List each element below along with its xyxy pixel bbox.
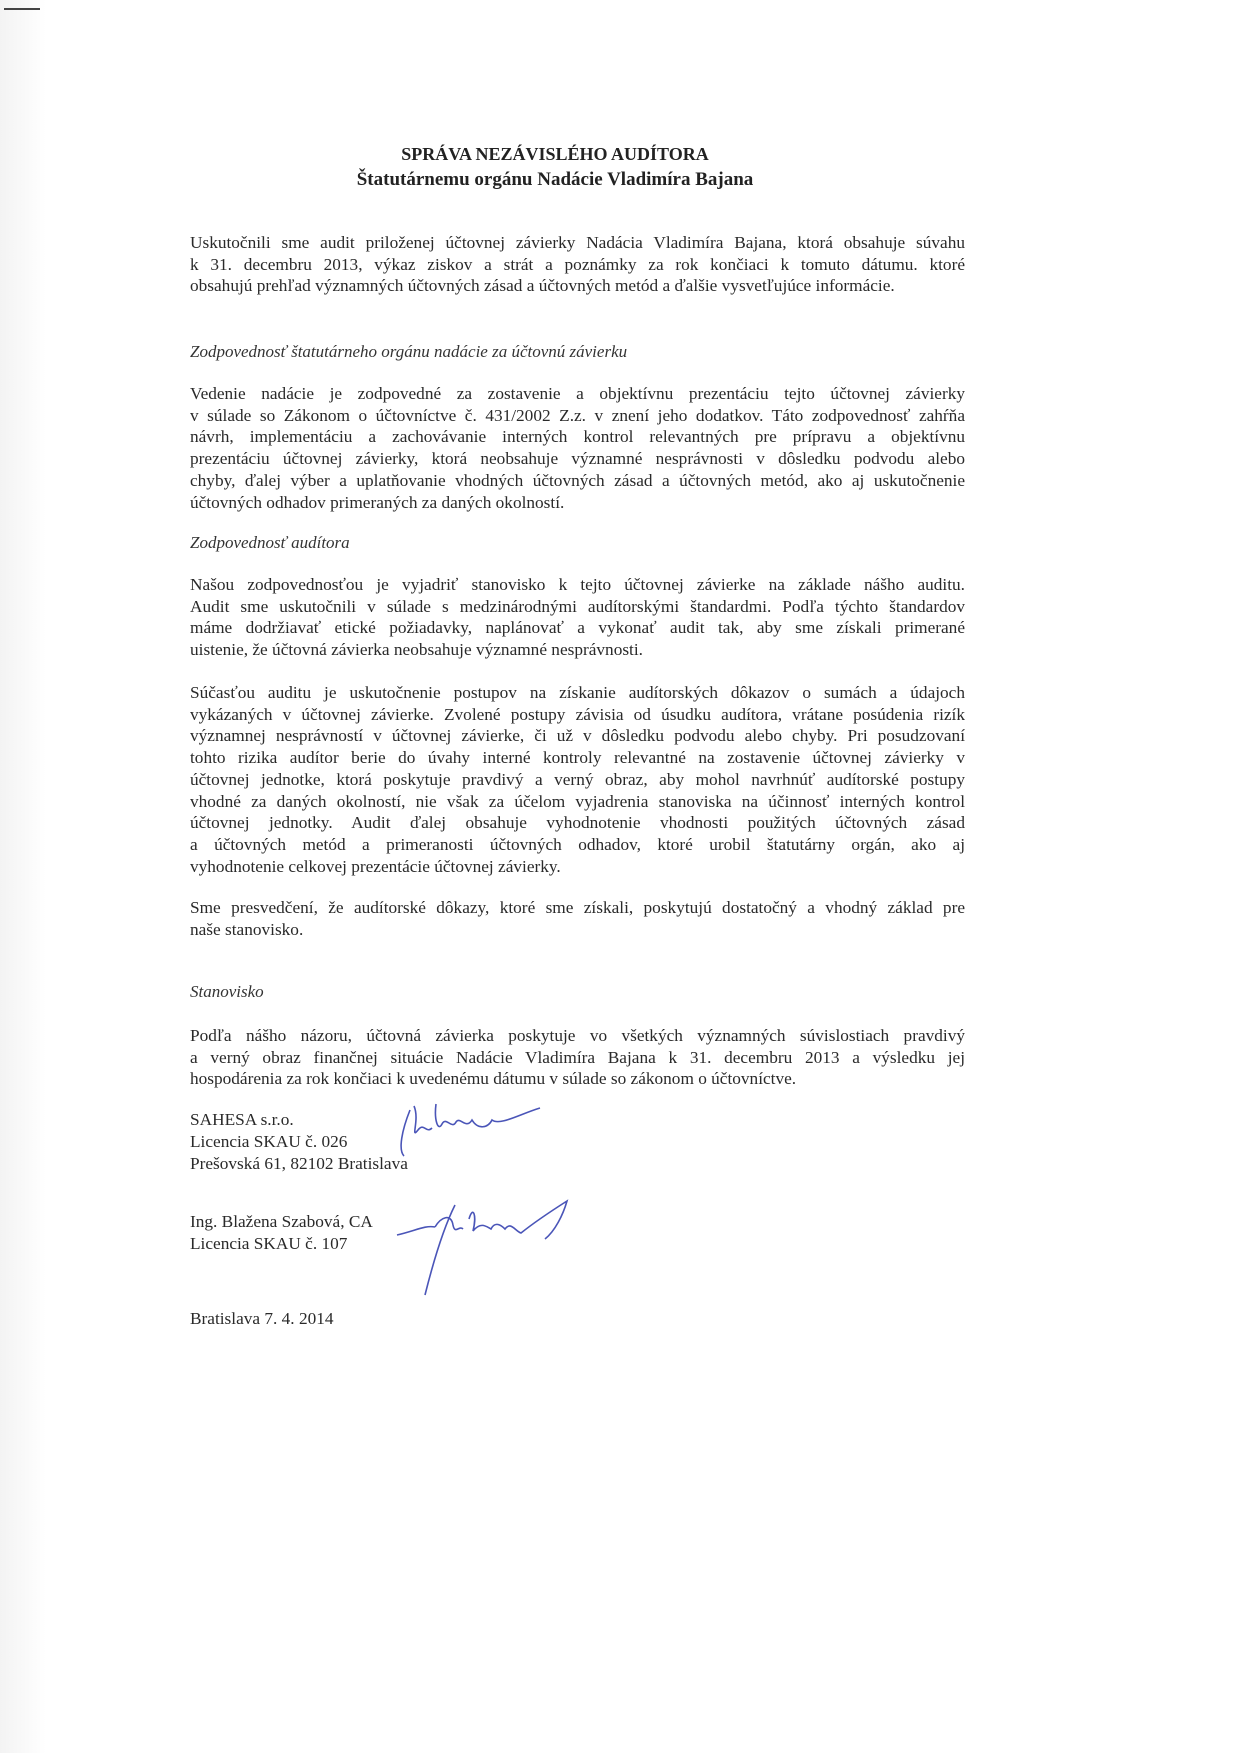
- text-line: Vedenie nadácie je zodpovedné za zostavenie a objektívnu prezentáciu tejto účtovnej závierky: [190, 384, 965, 403]
- text-line: vykázaných v účtovnej závierke. Zvolené postupy závisia od úsudku audítora, vrátane posúdenia rizík: [190, 704, 965, 724]
- firm-name: SAHESA s.r.o.: [190, 1110, 294, 1129]
- firm-signature: [380, 1090, 560, 1170]
- text-line: Našou zodpovednosťou je vyjadriť stanovisko k tejto účtovnej závierke na základe nášho auditu.: [190, 575, 965, 594]
- text-line: Súčasťou auditu je uskutočnenie postupov na získanie audítorských dôkazov o sumách a údajoch: [190, 683, 965, 702]
- text-line: chyby, ďalej výber a uplatňovanie vhodných účtovných zásad a účtovných metód, ako aj uskutočnenie: [190, 470, 965, 490]
- document-title: SPRÁVA NEZÁVISLÉHO AUDÍTORA: [401, 144, 709, 164]
- document-subtitle: Štatutárnemu orgánu Nadácie Vladimíra Bajana: [356, 169, 754, 190]
- evidence-paragraph: [190, 897, 965, 940]
- text-line: prezentáciu účtovnej závierky, ktorá neobsahuje významné nesprávnosti v dôsledku podvodu alebo: [190, 449, 965, 469]
- text-line: naše stanovisko.: [190, 919, 304, 939]
- text-line: tohto rizika audítor berie do úvahy interné kontroly relevantné na zostavenie účtovnej závierky v: [190, 748, 965, 768]
- text-line: účtovných odhadov primeraných za daných okolností.: [190, 492, 565, 512]
- firm-license: Licencia SKAU č. 026: [190, 1132, 348, 1151]
- scan-mark: [4, 8, 40, 10]
- text-line: Podľa nášho názoru, účtovná závierka poskytuje vo všetkých významných súvislostiach pravdivý: [190, 1026, 965, 1045]
- scan-edge: [0, 0, 46, 1753]
- section-heading: Zodpovednosť audítora: [190, 533, 350, 552]
- text-line: v súlade so Zákonom o účtovníctve č. 431/2002 Z.z. v znení jeho dodatkov. Táto zodpovednosť zahŕňa: [190, 405, 965, 425]
- text-line: uistenie, že účtovná závierka neobsahuje významné nesprávnosti.: [190, 640, 643, 660]
- text-line: vyhodnotenie celkovej prezentácie účtovnej závierky.: [190, 856, 561, 876]
- auditor-license: Licencia SKAU č. 107: [190, 1234, 348, 1253]
- auditor-block: [190, 1211, 373, 1255]
- section-heading: Zodpovednosť štatutárneho orgánu nadácie za účtovnú závierku: [190, 342, 628, 361]
- auditor-name: Ing. Blažena Szabová, CA: [190, 1212, 373, 1231]
- firm-block: [190, 1109, 408, 1175]
- text-line: návrh, implementáciu a zachovávanie interných kontrol relevantných pre prípravu a objektívnu: [190, 427, 965, 447]
- text-line: máme dodržiavať etické požiadavky, naplánovať a vykonať audit tak, aby sme získali primerané: [190, 618, 965, 638]
- text-line: Audit sme uskutočnili v súlade s medzinárodnými audítorskými štandardmi. Podľa týchto štandardov: [190, 596, 965, 616]
- section-heading: Stanovisko: [190, 982, 264, 1001]
- text-line: účtovnej jednotke, ktorá poskytuje pravdivý a verný obraz, aby mohol navrhnúť audítorské postupy: [190, 769, 965, 789]
- auditor-responsibility-paragraph: [190, 574, 965, 661]
- management-responsibility-paragraph: [190, 383, 965, 513]
- text-line: Sme presvedčení, že audítorské dôkazy, ktoré sme získali, poskytujú dostatočný a vhodný základ pre: [190, 898, 965, 917]
- text-line: hospodárenia za rok končiaci k uvedenému dátumu v súlade so zákonom o účtovníctve.: [190, 1069, 797, 1089]
- text-line: účtovnej jednotky. Audit ďalej obsahuje vyhodnotenie vhodnosti použitých účtovných zásad: [190, 813, 965, 833]
- intro-paragraph: [190, 232, 965, 297]
- text-line: a účtovných metód a primeranosti účtovných odhadov, ktoré urobil štatutárny orgán, ako aj: [190, 834, 965, 854]
- text-line: významnej nesprávností v účtovnej závierke, či už v dôsledku podvodu alebo chyby. Pri posudzovaní: [190, 726, 965, 746]
- place-date: Bratislava 7. 4. 2014: [190, 1309, 334, 1328]
- text-line: k 31. decembru 2013, výkaz ziskov a strát a poznámky za rok končiaci k tomuto dátumu. ktoré: [190, 254, 965, 274]
- text-line: Uskutočnili sme audit priloženej účtovnej závierky Nadácia Vladimíra Bajana, ktorá obsahuje súvahu: [190, 233, 965, 252]
- auditor-signature: [395, 1195, 585, 1305]
- text-line: a verný obraz finančnej situácie Nadácie Vladimíra Bajana k 31. decembru 2013 a výsledku jej: [190, 1047, 965, 1067]
- text-line: vhodné za daných okolností, nie však za účelom vyjadrenia stanoviska na účinnosť interných kontrol: [190, 791, 965, 811]
- audit-procedures-paragraph: [190, 682, 965, 877]
- text-line: obsahujú prehľad významných účtovných zásad a účtovných metód a ďalšie vysvetľujúce informácie.: [190, 276, 895, 296]
- opinion-paragraph: [190, 1025, 965, 1090]
- firm-address: Prešovská 61, 82102 Bratislava: [190, 1154, 408, 1173]
